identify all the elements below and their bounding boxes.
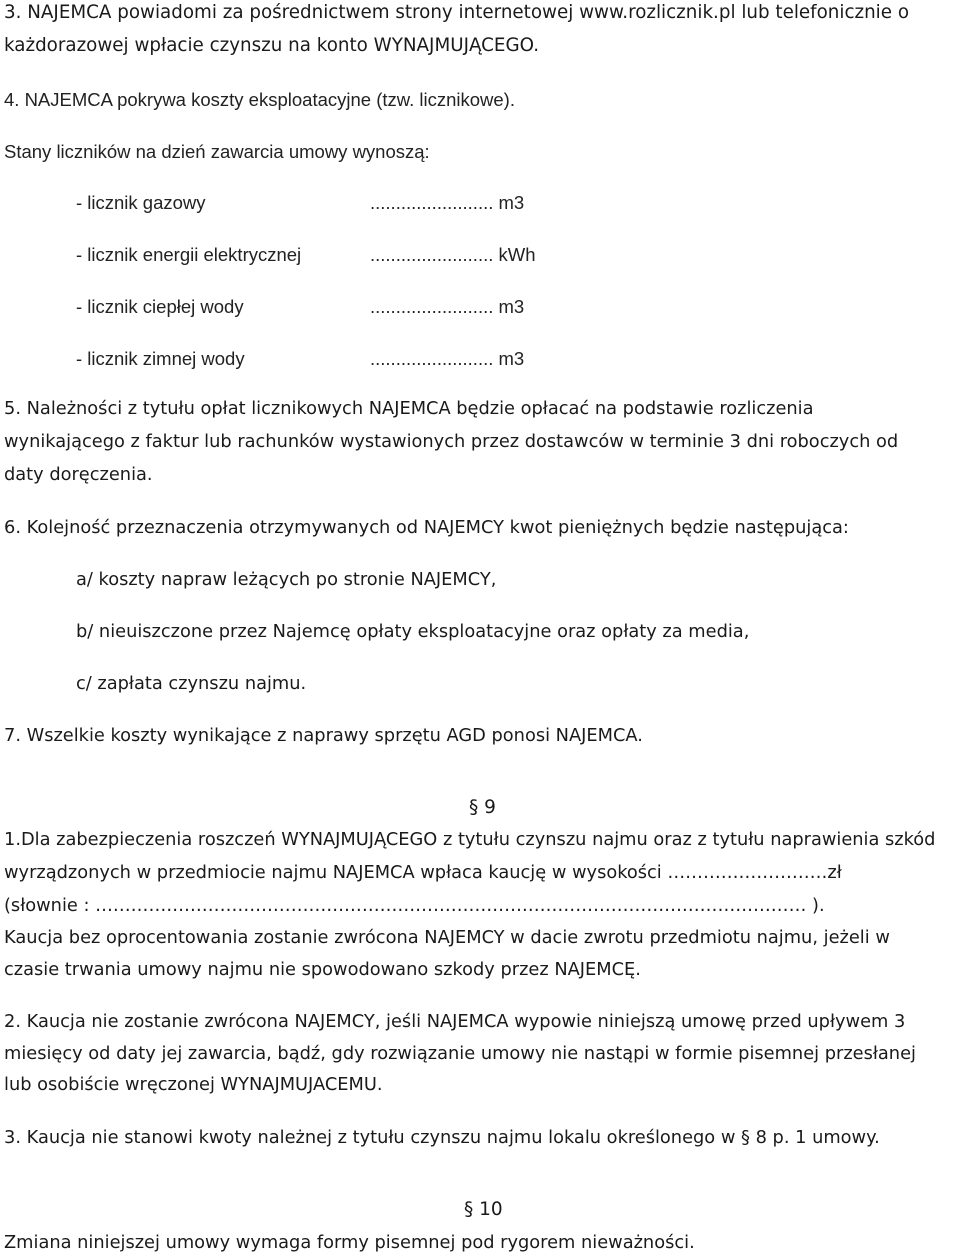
item5-line2: wynikającego z faktur lub rachunków wystawionych przez dostawców w terminie 3 dni roboczych od bbox=[4, 431, 899, 452]
item6: 6. Kolejność przeznaczenia otrzymywanych od NAJEMCY kwot pieniężnych będzie następująca: bbox=[4, 517, 849, 538]
meter-label: - licznik ciepłej wody bbox=[76, 296, 244, 317]
sec9-item2-line1: 2. Kaucja nie zostanie zwrócona NAJEMCY, jeśli NAJEMCA wypowie niniejszą umowę przed upływem 3 bbox=[4, 1011, 906, 1032]
meter-value-field: ........................ m3 bbox=[370, 348, 525, 369]
item3-line2: każdorazowej wpłacie czynszu na konto WYNAJMUJĄCEGO. bbox=[4, 35, 540, 56]
meter-label: - licznik gazowy bbox=[76, 192, 206, 213]
section-heading-9: § 9 bbox=[469, 796, 496, 818]
item6-c: c/ zapłata czynszu najmu. bbox=[76, 673, 307, 694]
meter-value-field: ........................ m3 bbox=[370, 296, 525, 317]
item6-a: a/ koszty napraw leżących po stronie NAJEMCY, bbox=[76, 569, 497, 590]
item5-line3: daty doręczenia. bbox=[4, 464, 153, 485]
sec9-item2-line3: lub osobiście wręczonej WYNAJMUJACEMU. bbox=[4, 1074, 383, 1095]
item5-line1: 5. Należności z tytułu opłat licznikowych NAJEMCA będzie opłacać na podstawie rozliczenia bbox=[4, 398, 814, 419]
meter-value-field: ........................ kWh bbox=[370, 244, 536, 265]
meter-value-field: ........................ m3 bbox=[370, 192, 525, 213]
section-heading-10: § 10 bbox=[464, 1198, 503, 1220]
meter-label: - licznik energii elektrycznej bbox=[76, 244, 302, 265]
sec10-text: Zmiana niniejszej umowy wymaga formy pisemnej pod rygorem nieważności. bbox=[4, 1232, 695, 1253]
sec9-item1-line2: wyrządzonych w przedmiocie najmu NAJEMCA wpłaca kaucję w wysokości ………………………zł bbox=[4, 862, 842, 883]
sec9-item2-line2: miesięcy od daty jej zawarcia, bądź, gdy rozwiązanie umowy nie nastąpi w formie pisemnej przesłanej bbox=[4, 1043, 916, 1064]
sec9-item3: 3. Kaucja nie stanowi kwoty należnej z tytułu czynszu najmu lokalu określonego w § 8 p. 1 umowy. bbox=[4, 1127, 880, 1148]
item4: 4. NAJEMCA pokrywa koszty eksploatacyjne (tzw. licznikowe). bbox=[4, 89, 515, 110]
meter-label: - licznik zimnej wody bbox=[76, 348, 245, 369]
item7: 7. Wszelkie koszty wynikające z naprawy sprzętu AGD ponosi NAJEMCA. bbox=[4, 725, 643, 746]
item3-line1: 3. NAJEMCA powiadomi za pośrednictwem strony internetowej www.rozlicznik.pl lub telefonicznie o bbox=[4, 2, 910, 23]
item6-b: b/ nieuiszczone przez Najemcę opłaty eksploatacyjne oraz opłaty za media, bbox=[76, 621, 750, 642]
sec9-item1-line5: czasie trwania umowy najmu nie spowodowano szkody przez NAJEMCĘ. bbox=[4, 959, 641, 980]
sec9-item1-line3: (słownie : ………………………………………………………………………………………………………… ). bbox=[4, 895, 825, 916]
meters-intro: Stany liczników na dzień zawarcia umowy wynoszą: bbox=[4, 141, 430, 162]
sec9-item1-line4: Kaucja bez oprocentowania zostanie zwrócona NAJEMCY w dacie zwrotu przedmiotu najmu, jeżeli w bbox=[4, 927, 890, 948]
sec9-item1-line1: 1.Dla zabezpieczenia roszczeń WYNAJMUJĄCEGO z tytułu czynszu najmu oraz z tytułu naprawienia szkód bbox=[4, 829, 936, 850]
